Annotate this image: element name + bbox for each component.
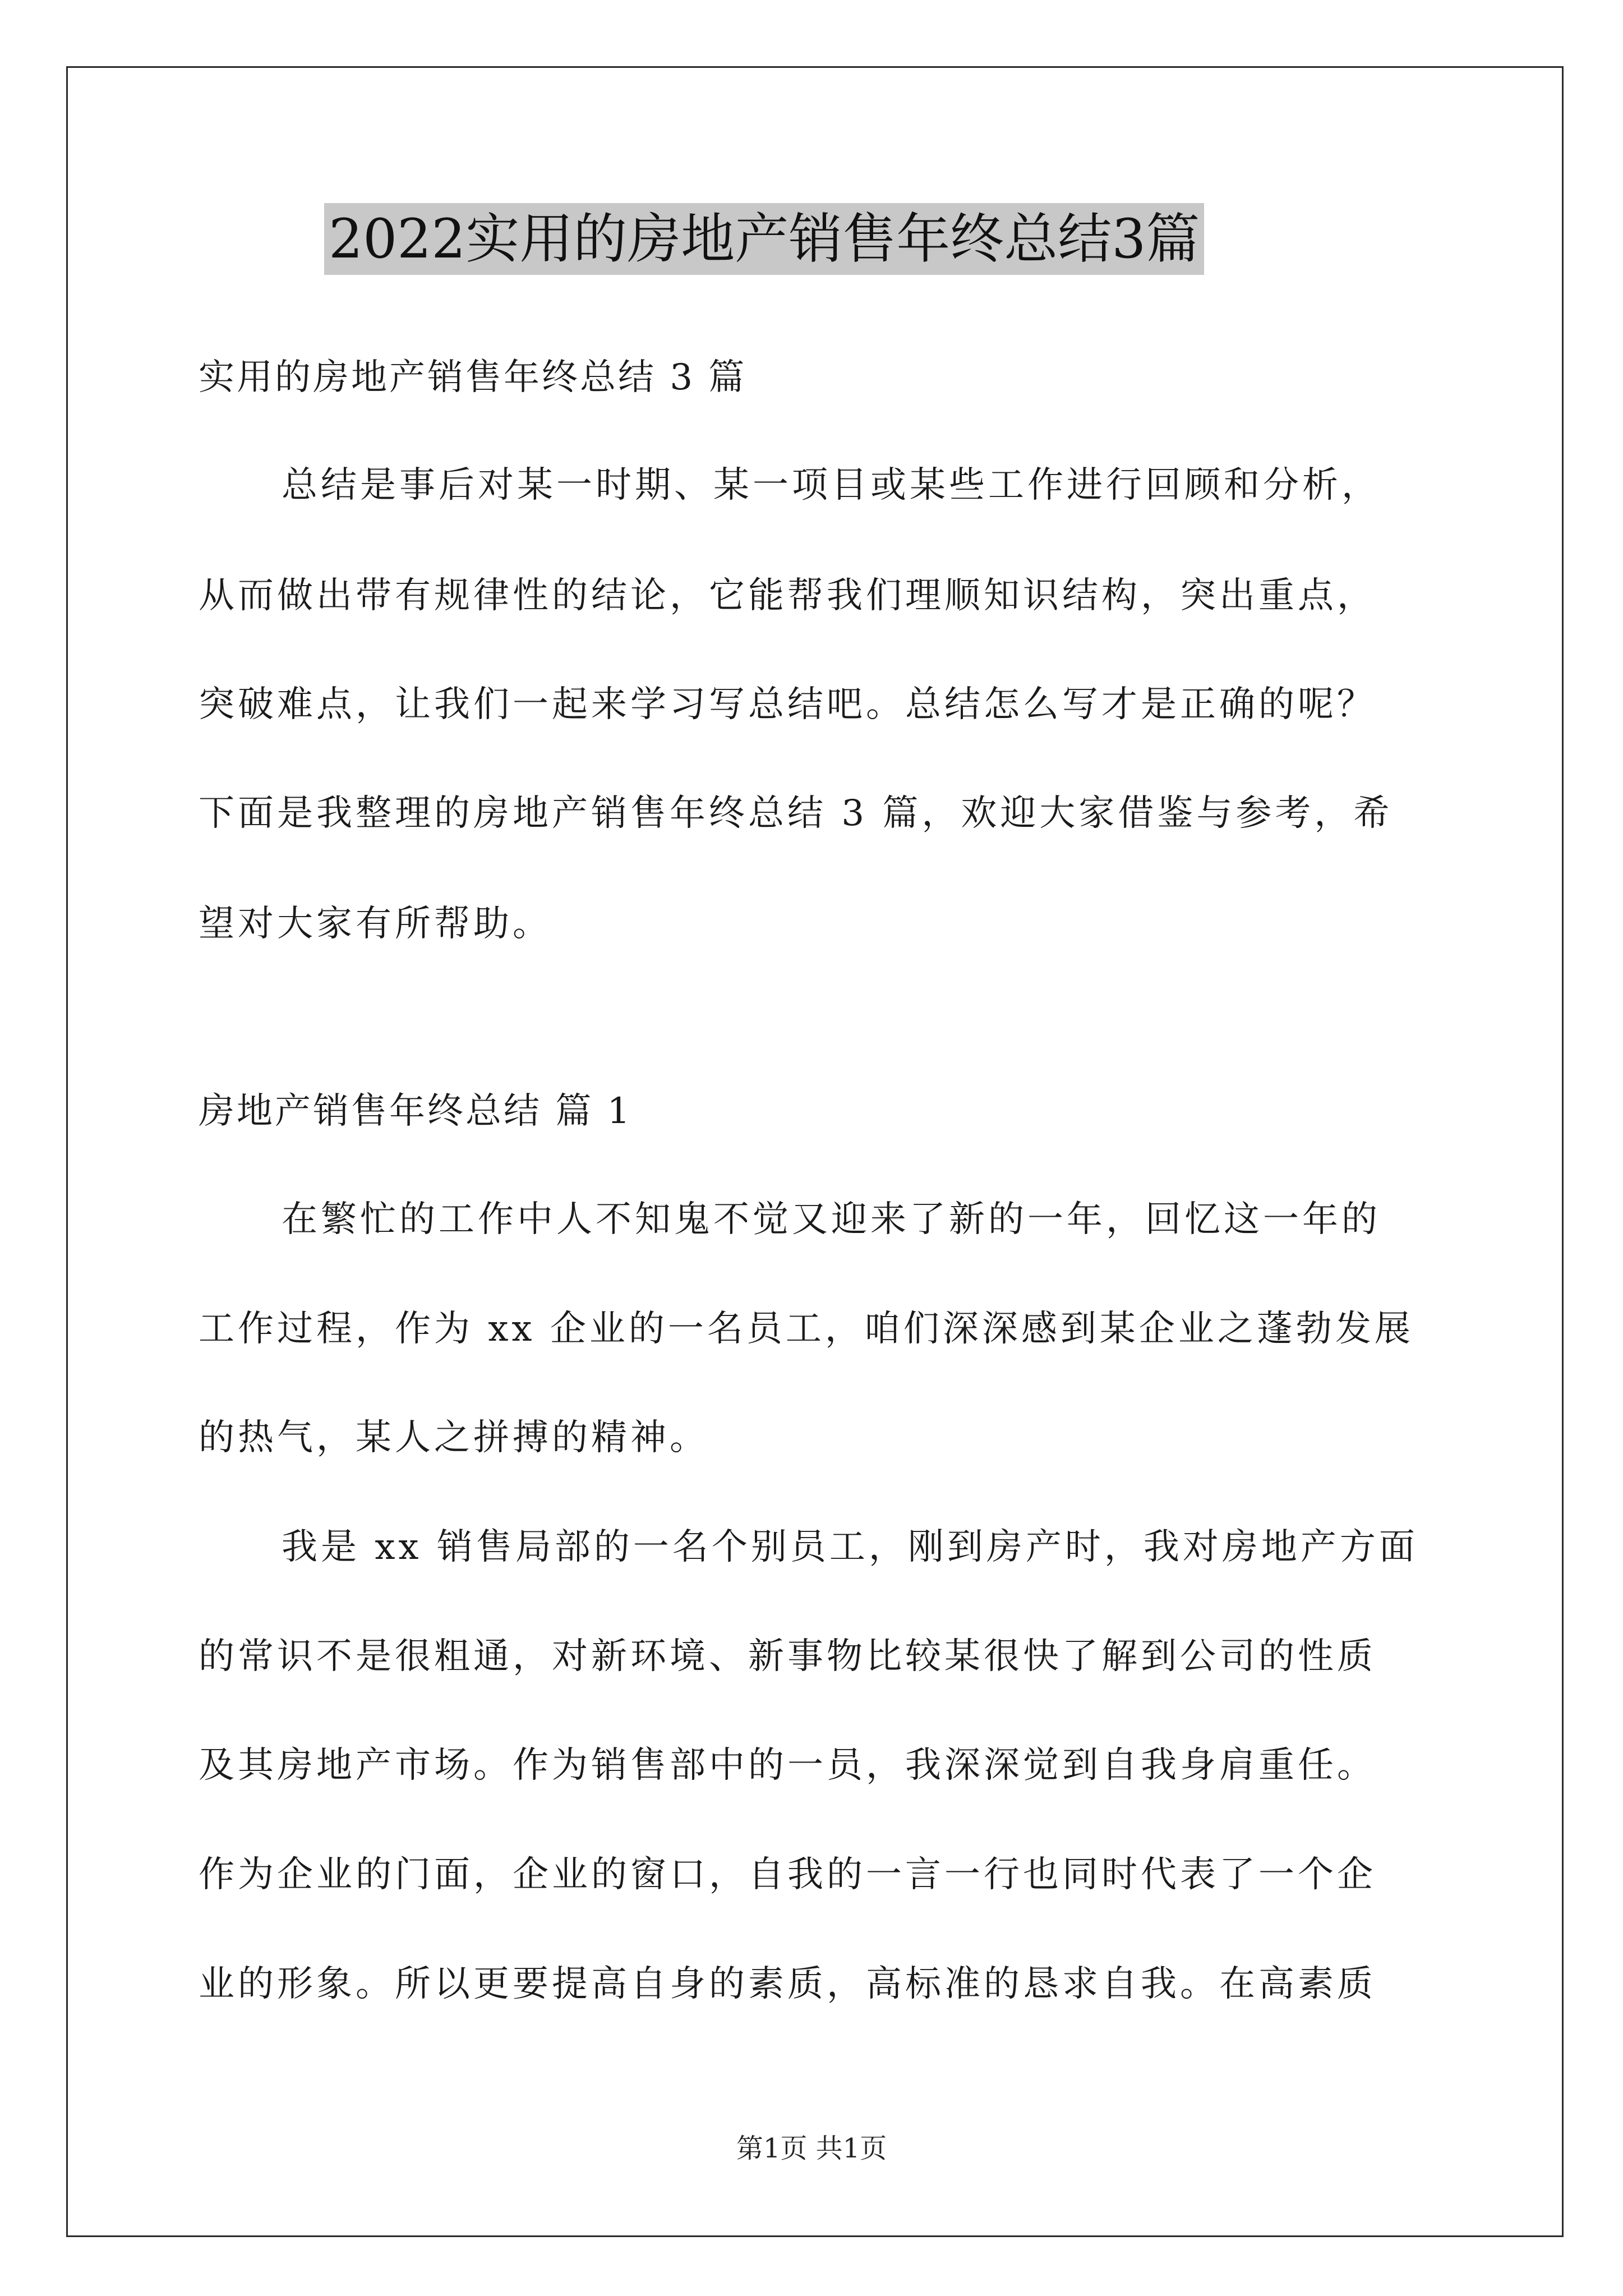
page-number-footer: 第1页 共1页 bbox=[736, 2133, 887, 2164]
paragraph-line: 的常识不是很粗通，对新环境、新事物比较某很快了解到公司的性质 bbox=[199, 1636, 1376, 1677]
intro-line: 突破难点，让我们一起来学习写总结吧。总结怎么写才是正确的呢？ bbox=[199, 684, 1376, 725]
paragraph-line: 业的形象。所以更要提高自身的素质，高标准的恳求自我。在高素质 bbox=[199, 1963, 1376, 2005]
intro-line: 下面是我整理的房地产销售年终总结 3 篇，欢迎大家借鉴与参考，希 bbox=[199, 793, 1393, 834]
paragraph-line: 及其房地产市场。作为销售部中的一员，我深深觉到自我身肩重任。 bbox=[199, 1745, 1376, 1786]
paragraph-line: 我是 xx 销售局部的一名个别员工，刚到房产时，我对房地产方面 bbox=[282, 1526, 1418, 1568]
paragraph-line: 工作过程，作为 xx 企业的一名员工，咱们深深感到某企业之蓬勃发展 bbox=[199, 1308, 1414, 1350]
intro-line: 望对大家有所帮助。 bbox=[199, 903, 552, 945]
intro-line: 总结是事后对某一时期、某一项目或某些工作进行回顾和分析， bbox=[282, 464, 1381, 506]
section-heading: 房地产销售年终总结 篇 1 bbox=[199, 1091, 633, 1132]
paragraph-line: 在繁忙的工作中人不知鬼不觉又迎来了新的一年，回忆这一年的 bbox=[282, 1199, 1381, 1240]
intro-line: 从而做出带有规律性的结论，它能帮我们理顺知识结构，突出重点， bbox=[199, 575, 1376, 616]
document-title: 2022实用的房地产销售年终总结3篇 bbox=[324, 203, 1204, 275]
paragraph-line: 的热气，某人之拼搏的精神。 bbox=[199, 1417, 709, 1458]
document-subtitle: 实用的房地产销售年终总结 3 篇 bbox=[199, 357, 747, 398]
paragraph-line: 作为企业的门面，企业的窗口，自我的一言一行也同时代表了一个企 bbox=[199, 1854, 1376, 1895]
